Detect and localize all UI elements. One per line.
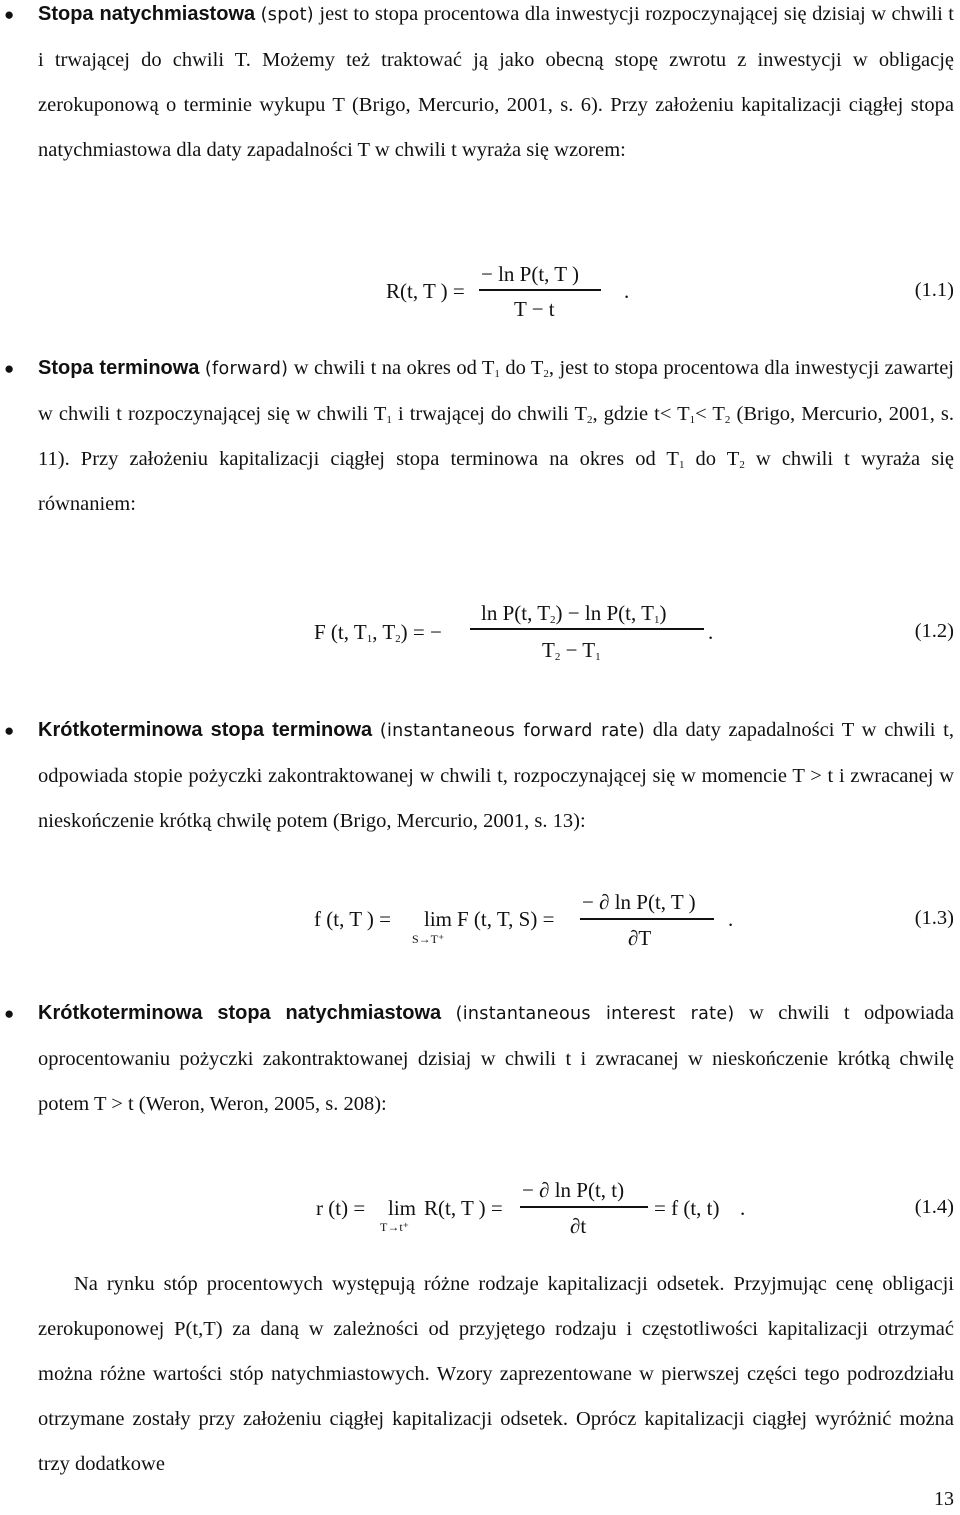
text-forward-b: do T: [499, 357, 544, 379]
closing-paragraph: Na rynku stóp procentowych występują różne rodzaje kapitalizacji odsetek. Przyjmując cenę obligacji zerokuponowej P(t,T) za daną w zależności od przyjętego rodzaju i częstotliwości kapitalizacji otrzymać można różne wartości stóp natychmiastowych. Wzory zaprezentowane w pierwszej części tego podrozdziału otrzymane zostały przy założeniu ciągłej kapitalizacji odsetek. Oprócz kapitalizacji ciągłej wyróżnić można trzy dodatkowe: [38, 1273, 954, 1475]
eq4-lim: lim: [388, 1196, 417, 1220]
text-forward-f: < T: [695, 403, 725, 425]
eq3-lhs: f (t, T ) =: [314, 907, 391, 931]
eq3-numerator: − ∂ ln P(t, T ): [582, 890, 696, 914]
eq1-denominator: T − t: [514, 297, 555, 321]
text-instantaneous-forward: dla daty zapadalności T w chwili t, odpowiada stopie pożyczki zakontraktowanej w chwili t, rozpoczynającej się w momencie T > t i zwracanej w nieskończenie krótką chwilę potem (Brigo, Mercurio, 2001, s. 13):: [38, 719, 954, 832]
text-forward-a: w chwili t na okres od T: [288, 357, 495, 379]
subscript: 2: [739, 459, 745, 471]
eq2-fraction-bar: [470, 628, 704, 630]
eq3-period: .: [728, 907, 734, 931]
subscript: 2: [724, 414, 731, 426]
bullet-icon: ●: [4, 5, 15, 24]
text-forward-e: , gdzie t< T: [592, 403, 690, 425]
eq4-denominator: ∂t: [570, 1214, 587, 1238]
text-forward-d: i trwającej do chwili T: [391, 403, 587, 425]
eq4-numerator: − ∂ ln P(t, t): [522, 1178, 625, 1202]
eq3-middle: F (t, T, S) =: [457, 907, 555, 931]
text-forward-g: (Brigo, Mercurio, 2001, s. 11). Przy założeniu kapitalizacji ciągłej stopa terminowa na okres od T: [38, 403, 954, 470]
eq4-middle: R(t, T ) =: [424, 1196, 503, 1220]
eq1-period: .: [624, 279, 630, 303]
gloss-spot: (spot): [260, 5, 314, 25]
paragraph-spot-rate: [38, 0, 954, 173]
eq2-denominator: $T_2 - T_1$: [542, 638, 601, 663]
subscript: 1: [689, 414, 696, 426]
gloss-forward: (forward): [204, 359, 289, 379]
text-forward-i: w chwili t wyraża się równaniem:: [38, 448, 954, 515]
subscript: 1: [678, 459, 685, 471]
eq2-period: .: [708, 620, 714, 644]
eq4-lim-subscript: T→t⁺: [380, 1220, 409, 1234]
term-instantaneous-interest: Krótkoterminowa stopa natychmiastowa: [38, 1002, 442, 1024]
eq1-lhs: R(t, T ) =: [386, 279, 465, 303]
eq3-denominator: ∂T: [628, 926, 652, 950]
term-instantaneous-forward: Krótkoterminowa stopa terminowa: [38, 719, 373, 741]
eq2-lhs: F (t, $T_1$, $T_2$) = −: [314, 620, 442, 645]
gloss-instantaneous-interest: (instantaneous interest rate): [455, 1004, 735, 1024]
eq3-label: (1.3): [914, 907, 954, 929]
subscript: 2: [586, 414, 593, 426]
paragraph-instantaneous-interest: [38, 991, 954, 1127]
bullet-icon: ●: [4, 359, 15, 378]
eq4-label: (1.4): [914, 1196, 954, 1218]
eq4-fraction-bar: [520, 1206, 648, 1208]
term-forward-rate: Stopa terminowa: [38, 357, 200, 379]
bullet-icon: ●: [4, 721, 15, 740]
subscript: 2: [543, 368, 549, 380]
subscript: 1: [386, 414, 392, 426]
bullet-icon: ●: [4, 1004, 15, 1023]
gloss-instantaneous-forward: (instantaneous forward rate): [379, 721, 646, 741]
paragraph-instantaneous-forward: [38, 708, 954, 844]
paragraph-forward-rate: [38, 346, 954, 527]
eq3-lim-subscript: S→T⁺: [412, 932, 445, 946]
text-instantaneous-interest: w chwili t odpowiada oprocentowaniu pożyczki zakontraktowanej dzisiaj w chwili t i zwracanej w nieskończenie krótką chwilę potem T > t (Weron, Weron, 2005, s. 208):: [38, 1002, 954, 1115]
eq3-lim: lim: [424, 907, 453, 931]
text-forward-c: , jest to stopa procentowa dla inwestycji zawartej w chwili t rozpoczynającej się w chwili T: [38, 357, 954, 425]
term-spot-rate: Stopa natychmiastowa: [38, 3, 256, 25]
eq1-fraction-bar: [479, 289, 601, 291]
eq4-period: .: [740, 1196, 746, 1220]
eq1-label: (1.1): [914, 279, 954, 301]
page-number: 13: [934, 1488, 954, 1510]
eq1-numerator: − ln P(t, T ): [481, 262, 579, 286]
eq3-fraction-bar: [580, 918, 714, 920]
text-forward-h: do T: [684, 448, 740, 470]
subscript: 1: [494, 368, 500, 380]
eq2-numerator: ln P(t, $T_2) - \ln P(t$, $T_1$): [481, 601, 667, 626]
eq4-rhs: = f (t, t): [654, 1196, 720, 1220]
text-spot-rate: jest to stopa procentowa dla inwestycji rozpoczynającej się dzisiaj w chwili t i trwającej do chwili T. Możemy też traktować ją jako obecną stopę zwrotu z inwestycji w obligację zerokuponową o terminie wykupu T (Brigo, Mercurio, 2001, s. 6). Przy założeniu kapitalizacji ciągłej stopa natychmiastowa dla daty zapadalności T w chwili t wyraża się wzorem:: [38, 3, 955, 161]
eq4-lhs: r (t) =: [316, 1196, 366, 1220]
eq2-label: (1.2): [914, 620, 954, 642]
